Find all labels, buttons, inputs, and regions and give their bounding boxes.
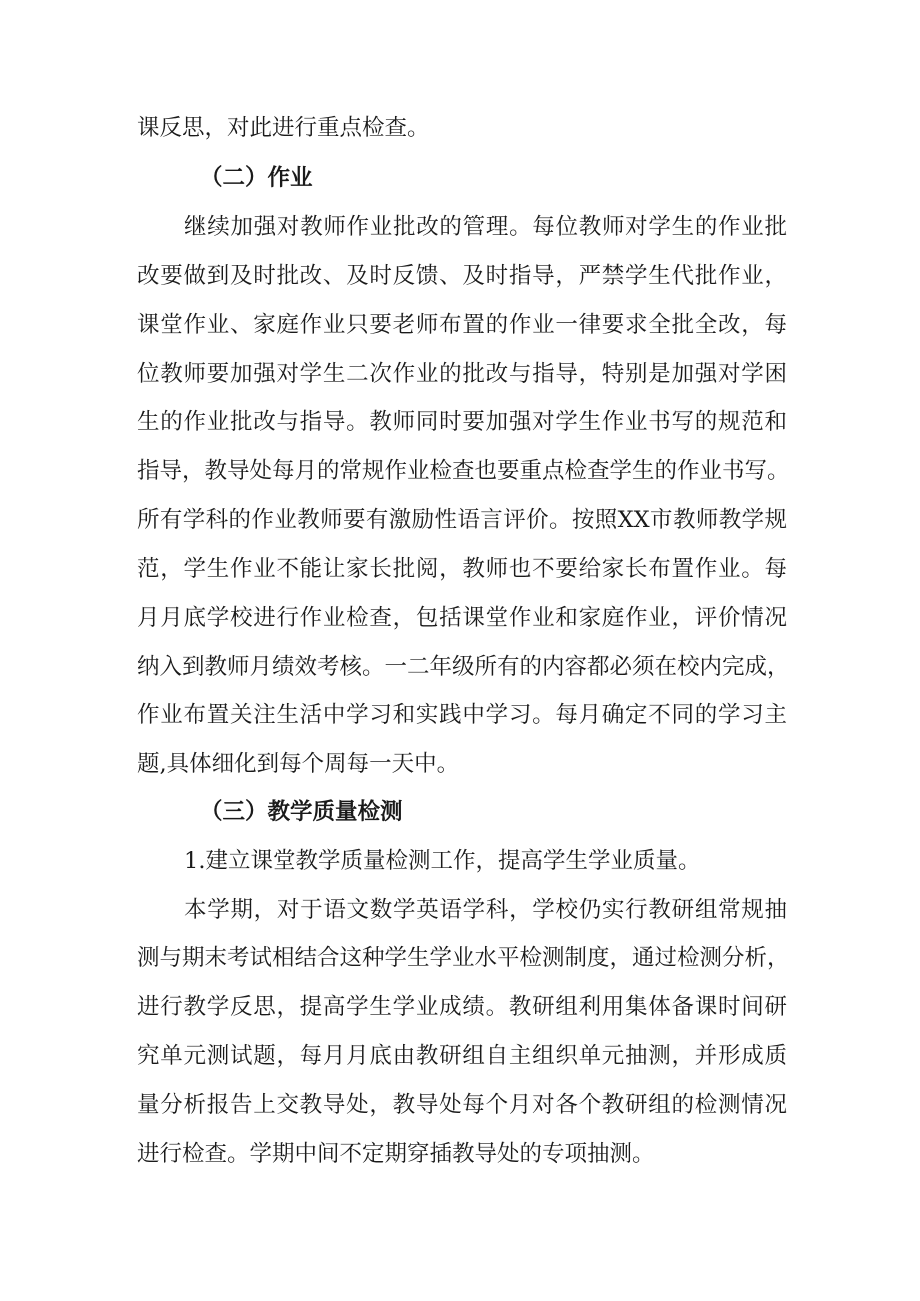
homework-paragraph-line: 课堂作业、家庭作业只要老师布置的作业一律要求全批全改，每	[137, 312, 787, 338]
section-heading-homework: （二）作业	[200, 165, 313, 191]
homework-paragraph-line: 继续加强对教师作业批改的管理。每位教师对学生的作业批	[184, 214, 787, 240]
quality-paragraph-line: 量分析报告上交教导处，教导处每个月对各个教研组的检测情况	[137, 1092, 787, 1118]
homework-paragraph-line: 纳入到教师月绩效考核。一二年级所有的内容都必须在校内完成，	[137, 654, 790, 680]
section-heading-quality-testing: （三）教学质量检测	[200, 799, 403, 825]
quality-paragraph-line: 究单元测试题，每月月底由教研组自主组织单元抽测，并形成质	[137, 1043, 787, 1069]
homework-paragraph-line: 改要做到及时批改、及时反馈、及时指导，严禁学生代批作业，	[137, 263, 787, 289]
quality-paragraph-line: 进行教学反思，提高学生学业成绩。教研组利用集体备课时间研	[137, 994, 787, 1020]
homework-paragraph-line: 位教师要加强对学生二次作业的批改与指导，特别是加强对学困	[137, 361, 787, 387]
homework-paragraph-line: 范，学生作业不能让家长批阅，教师也不要给家长布置作业。每	[137, 556, 787, 582]
homework-paragraph-line: 作业布置关注生活中学习和实践中学习。每月确定不同的学习主	[137, 702, 787, 728]
homework-paragraph-line: 月月底学校进行作业检查，包括课堂作业和家庭作业，评价情况	[137, 605, 787, 631]
quality-paragraph-line: 测与期末考试相结合这种学生学业水平检测制度，通过检测分析，	[137, 945, 790, 971]
quality-paragraph-line: 进行检查。学期中间不定期穿插教导处的专项抽测。	[137, 1141, 655, 1167]
paragraph-tail-line: 课反思，对此进行重点检查。	[137, 115, 430, 141]
homework-paragraph-line: 题,具体细化到每个周每一天中。	[137, 751, 460, 777]
homework-paragraph-line: 生的作业批改与指导。教师同时要加强对学生作业书写的规范和	[137, 409, 787, 435]
homework-paragraph-line: 所有学科的作业教师要有激励性语言评价。按照XX市教师教学规	[137, 507, 787, 533]
numbered-item: 1.建立课堂教学质量检测工作，提高学生学业质量。	[184, 848, 701, 874]
homework-paragraph-line: 指导，教导处每月的常规作业检查也要重点检查学生的作业书写。	[137, 458, 790, 484]
quality-paragraph-line: 本学期，对于语文数学英语学科，学校仍实行教研组常规抽	[184, 897, 787, 923]
